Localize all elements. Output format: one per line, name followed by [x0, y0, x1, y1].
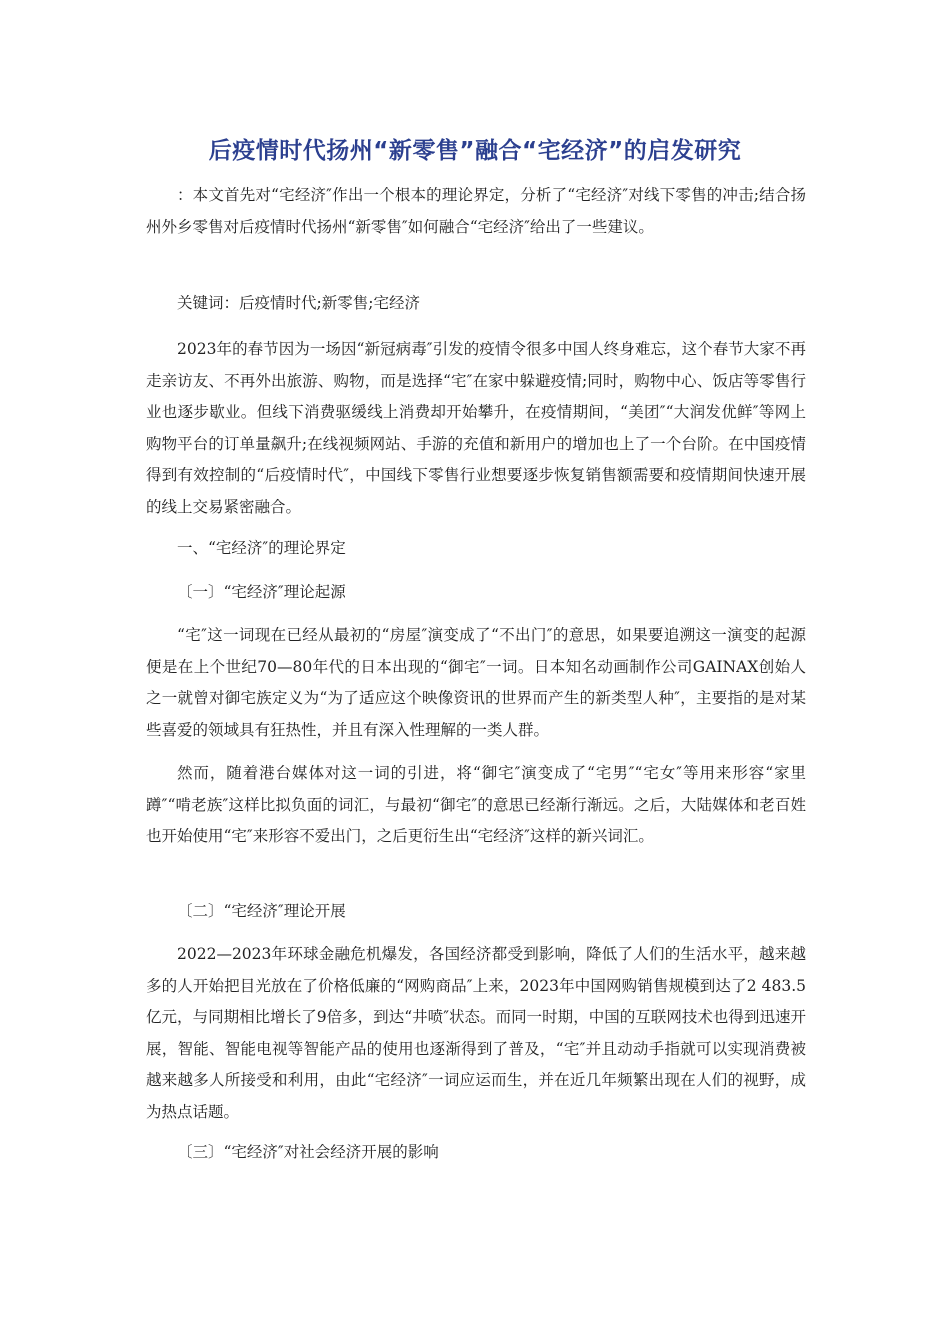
subsection-heading-2: 〔二〕“宅经济″理论开展: [177, 902, 346, 920]
keywords-line: 关键词：后疫情时代;新零售;宅经济: [177, 294, 420, 312]
subsection-2-paragraph-1: 2022—2023年环球金融危机爆发，各国经济都受到影响，降低了人们的生活水平，越来越多的人开始把目光放在了价格低廉的“网购商品″上来，2023年中国网购销售规模到达了2 483.5亿元，与同期相比增长了9倍多，到达“井喷″状态。而同一时期，中国的互联网技术也得到迅速开展，智能、智能电视等智能产品的使用也逐渐得到了普及，“宅″并且动动手指就可以实现消费被越来越多人所接受和利用，由此“宅经济″一词应运而生，并在近几年频繁出现在人们的视野，成为热点话题。: [146, 945, 806, 1121]
document-title: 后疫情时代扬州“新零售”融合“宅经济”的启发研究: [208, 138, 742, 164]
subsection-heading-1: 〔一〕“宅经济″理论起源: [177, 583, 346, 601]
subsection-1-paragraph-2: 然而，随着港台媒体对这一词的引进，将“御宅″演变成了“宅男″“宅女″等用来形容“家里蹲″“啃老族″这样比拟负面的词汇，与最初“御宅″的意思已经渐行渐远。之后，大陆媒体和老百姓也开始使用“宅″来形容不爱出门，之后更衍生出“宅经济″这样的新兴词汇。: [146, 764, 806, 845]
subsection-heading-3: 〔三〕“宅经济″对社会经济开展的影响: [177, 1143, 439, 1161]
abstract-paragraph: ：本文首先对“宅经济″作出一个根本的理论界定，分析了“宅经济″对线下零售的冲击;结合扬州外乡零售对后疫情时代扬州“新零售″如何融合“宅经济″给出了一些建议。: [146, 186, 806, 236]
intro-paragraph: 2023年的春节因为一场因“新冠病毒″引发的疫情令很多中国人终身难忘，这个春节大家不再走亲访友、不再外出旅游、购物，而是选择“宅″在家中躲避疫情;同时，购物中心、饭店等零售行业也逐步歇业。但线下消费驱缓线上消费却开始攀升，在疫情期间，“美团″“大润发优鲜″等网上购物平台的订单量飙升;在线视频网站、手游的充值和新用户的增加也上了一个台阶。在中国疫情得到有效控制的“后疫情时代″，中国线下零售行业想要逐步恢复销售额需要和疫情期间快速开展的线上交易紧密融合。: [146, 340, 806, 516]
section-heading-1: 一、“宅经济″的理论界定: [177, 539, 346, 557]
subsection-1-paragraph-1: “宅″这一词现在已经从最初的“房屋″演变成了“不出门″的意思，如果要追溯这一演变的起源便是在上个世纪70—80年代的日本出现的“御宅″一词。日本知名动画制作公司GAINAX创始人之一就曾对御宅族定义为“为了适应这个映像资讯的世界而产生的新类型人种″，主要指的是对某些喜爱的领域具有狂热性，并且有深入性理解的一类人群。: [146, 626, 806, 739]
